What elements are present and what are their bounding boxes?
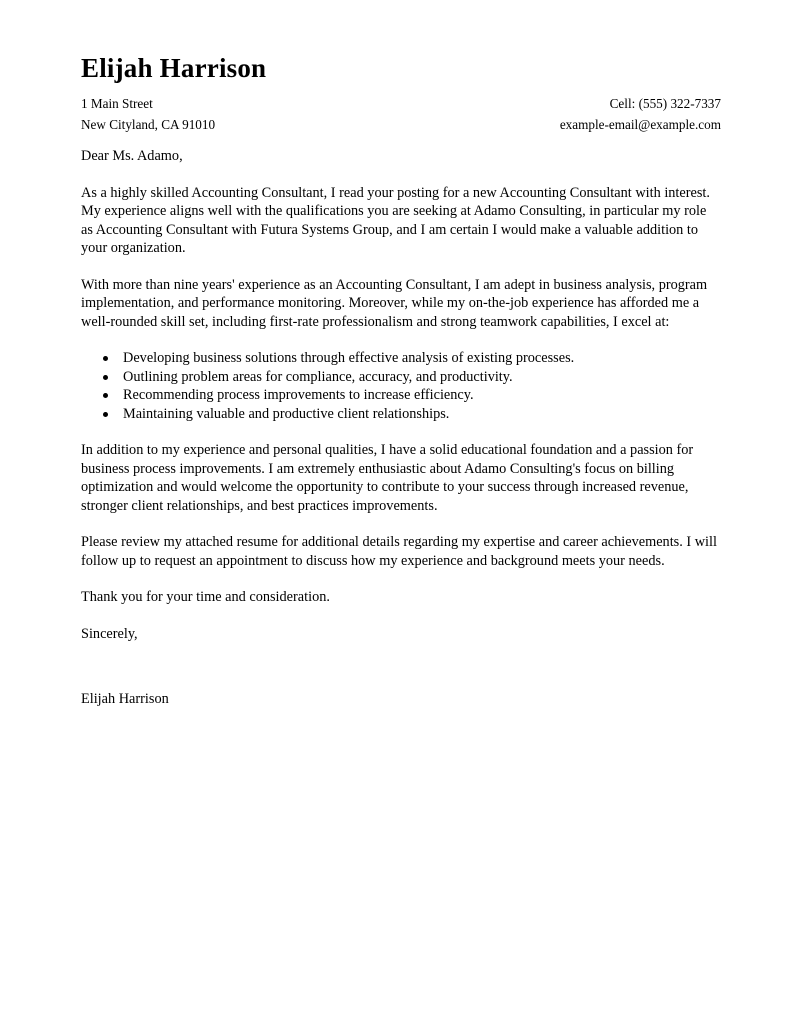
email-address: example-email@example.com [559, 117, 721, 132]
letter-body [81, 147, 721, 709]
contact-block [81, 93, 721, 135]
sender-name: Elijah Harrison [81, 53, 267, 83]
paragraph-2: With more than nine years' experience as an Accounting Consultant, I am adept in business analysis, program implementation, and performance monitoring. Moreover, while my on-the-job experience has afforded me a well-rounded skill set, including first-rate professionalism and strong teamwork capabilities, I excel at: [81, 276, 708, 330]
paragraph-5: Thank you for your time and consideration. [81, 589, 330, 605]
paragraph-4: Please review my attached resume for additional details regarding my expertise and career achievements. I will follow up to request an appointment to discuss how my experience and background meets your needs. [81, 534, 717, 569]
contact-row-2 [81, 114, 721, 135]
list-item: Outlining problem areas for compliance, accuracy, and productivity. [81, 368, 721, 387]
contact-row-1 [81, 93, 721, 114]
signature-name: Elijah Harrison [81, 691, 169, 707]
address-line-2: New Cityland, CA 91010 [81, 117, 216, 132]
list-item: Maintaining valuable and productive client relationships. [81, 405, 721, 424]
list-item: Recommending process improvements to increase efficiency. [81, 386, 721, 405]
closing: Sincerely, [81, 625, 138, 642]
paragraph-3: In addition to my experience and personal qualities, I have a solid educational foundation and a passion for business process improvements. I am extremely enthusiastic about Adamo Consulting's focus on billing optimization and would welcome the opportunity to contribute to your success through increased revenue, stronger client relationships, and best practices improvements. [81, 442, 694, 514]
skills-list [81, 349, 721, 423]
salutation: Dear Ms. Adamo, [81, 148, 183, 164]
list-item: Developing business solutions through effective analysis of existing processes. [81, 349, 721, 368]
cover-letter-page [81, 52, 721, 709]
phone-number: Cell: (555) 322-7337 [609, 96, 721, 111]
paragraph-1: As a highly skilled Accounting Consultant, I read your posting for a new Accounting Consultant with interest. My experience aligns well with the qualifications you are seeking at Adamo Consulting, in particular my role as Accounting Consultant with Futura Systems Group, and I am certain I would make a valuable addition to your organization. [81, 184, 710, 256]
address-line-1: 1 Main Street [81, 96, 153, 111]
